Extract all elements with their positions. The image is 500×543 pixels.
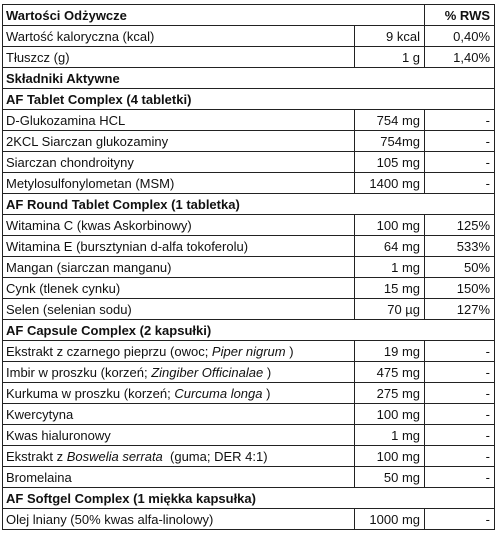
ingredient-latin-name: Zingiber Officinalae: [151, 364, 264, 380]
table-header-row: [3, 5, 495, 26]
nutrition-table-body: [3, 5, 495, 530]
ingredient-row: [3, 299, 495, 320]
ingredient-amount: 1400 mg: [355, 173, 425, 194]
ingredient-row: [3, 446, 495, 467]
section-title: AF Capsule Complex (2 kapsułki): [3, 320, 495, 341]
ingredient-row: [3, 341, 495, 362]
ingredient-name-text: Cynk (tlenek cynku): [6, 280, 121, 296]
section-title: AF Round Tablet Complex (1 tabletka): [3, 194, 495, 215]
ingredient-name: [3, 425, 355, 446]
ingredient-name-text: Kwas hialuronowy: [6, 427, 111, 443]
ingredient-row: [3, 404, 495, 425]
section-title: AF Softgel Complex (1 miękka kapsułka): [3, 488, 495, 509]
active-ingredients-title: Składniki Aktywne: [3, 68, 495, 89]
ingredient-name-text: Ekstrakt z: [6, 448, 67, 464]
ingredient-name-suffix: ): [263, 364, 272, 380]
ingredient-amount: 64 mg: [355, 236, 425, 257]
ingredient-name-text: Kurkuma w proszku (korzeń;: [6, 385, 175, 401]
ingredient-name: [3, 341, 355, 362]
section-header-row: [3, 320, 495, 341]
ingredient-rws: -: [425, 383, 495, 404]
ingredient-name-text: Selen (selenian sodu): [6, 301, 132, 317]
ingredient-rws: 533%: [425, 236, 495, 257]
ingredient-row: [3, 362, 495, 383]
ingredient-amount: 70 µg: [355, 299, 425, 320]
ingredient-amount: 1 mg: [355, 425, 425, 446]
ingredient-amount: 100 mg: [355, 215, 425, 236]
ingredient-rws: 50%: [425, 257, 495, 278]
ingredient-row: [3, 383, 495, 404]
ingredient-latin-name: Boswelia serrata: [66, 448, 163, 464]
ingredient-rws: -: [425, 110, 495, 131]
ingredient-name: [3, 236, 355, 257]
ingredient-name-text: 2KCL Siarczan glukozaminy: [6, 133, 169, 149]
table-title: Wartości Odżywcze: [3, 5, 425, 26]
ingredient-name-text: D-Glukozamina HCL: [6, 112, 126, 128]
ingredient-row: [3, 152, 495, 173]
ingredient-name-text: Olej lniany (50% kwas alfa-linolowy): [6, 511, 214, 527]
ingredient-amount: 100 mg: [355, 446, 425, 467]
ingredient-name-text: Bromelaina: [6, 469, 72, 485]
ingredient-name-suffix: ): [285, 343, 294, 359]
ingredient-name-suffix: ): [262, 385, 271, 401]
ingredient-name: [3, 257, 355, 278]
nutrient-amount: 9 kcal: [355, 26, 425, 47]
nutrition-table: [2, 4, 495, 530]
rws-header: % RWS: [425, 5, 495, 26]
ingredient-row: [3, 173, 495, 194]
ingredient-latin-name: Curcuma longa: [174, 385, 263, 401]
ingredient-name: [3, 131, 355, 152]
nutrition-row: [3, 26, 495, 47]
ingredient-amount: 15 mg: [355, 278, 425, 299]
ingredient-row: [3, 278, 495, 299]
ingredient-name-text: Kwercytyna: [6, 406, 74, 422]
ingredient-name-suffix: (guma; DER 4:1): [162, 448, 268, 464]
ingredient-amount: 105 mg: [355, 152, 425, 173]
ingredient-name-text: Siarczan chondroityny: [6, 154, 134, 170]
ingredient-rws: 150%: [425, 278, 495, 299]
ingredient-amount: 275 mg: [355, 383, 425, 404]
ingredient-amount: 475 mg: [355, 362, 425, 383]
nutrition-row: [3, 47, 495, 68]
ingredient-name-text: Witamina C (kwas Askorbinowy): [6, 217, 192, 233]
ingredient-name-text: Ekstrakt z czarnego pieprzu (owoc;: [6, 343, 212, 359]
nutrient-rws: 0,40%: [425, 26, 495, 47]
section-header-row: [3, 194, 495, 215]
nutrient-amount: 1 g: [355, 47, 425, 68]
ingredient-amount: 754 mg: [355, 110, 425, 131]
ingredient-rws: 127%: [425, 299, 495, 320]
ingredient-rws: -: [425, 173, 495, 194]
ingredient-name: [3, 173, 355, 194]
ingredient-row: [3, 425, 495, 446]
ingredient-rws: -: [425, 341, 495, 362]
active-ingredients-header-row: [3, 68, 495, 89]
nutrient-name: Wartość kaloryczna (kcal): [3, 26, 355, 47]
ingredient-rws: -: [425, 425, 495, 446]
ingredient-rws: -: [425, 152, 495, 173]
ingredient-name: [3, 278, 355, 299]
ingredient-name-text: Metylosulfonylometan (MSM): [6, 175, 175, 191]
ingredient-name: [3, 467, 355, 488]
ingredient-rws: -: [425, 362, 495, 383]
ingredient-amount: 100 mg: [355, 404, 425, 425]
ingredient-row: [3, 509, 495, 530]
ingredient-name: [3, 446, 355, 467]
ingredient-rws: 125%: [425, 215, 495, 236]
ingredient-name: [3, 404, 355, 425]
ingredient-rws: -: [425, 509, 495, 530]
ingredient-row: [3, 215, 495, 236]
ingredient-name: [3, 383, 355, 404]
ingredient-name: [3, 152, 355, 173]
section-header-row: [3, 488, 495, 509]
nutrient-rws: 1,40%: [425, 47, 495, 68]
nutrient-name: Tłuszcz (g): [3, 47, 355, 68]
ingredient-name: [3, 299, 355, 320]
ingredient-name-text: Witamina E (bursztynian d-alfa tokoferolu): [6, 238, 249, 254]
ingredient-rws: -: [425, 467, 495, 488]
ingredient-name: [3, 215, 355, 236]
ingredient-latin-name: Piper nigrum: [211, 343, 286, 359]
ingredient-amount: 19 mg: [355, 341, 425, 362]
ingredient-row: [3, 236, 495, 257]
ingredient-row: [3, 257, 495, 278]
ingredient-name: [3, 110, 355, 131]
ingredient-amount: 1 mg: [355, 257, 425, 278]
ingredient-name-text: Mangan (siarczan manganu): [6, 259, 172, 275]
ingredient-rws: -: [425, 131, 495, 152]
ingredient-row: [3, 467, 495, 488]
ingredient-name-text: Imbir w proszku (korzeń;: [6, 364, 152, 380]
section-header-row: [3, 89, 495, 110]
ingredient-amount: 50 mg: [355, 467, 425, 488]
ingredient-amount: 754mg: [355, 131, 425, 152]
ingredient-rws: -: [425, 404, 495, 425]
ingredient-amount: 1000 mg: [355, 509, 425, 530]
ingredient-row: [3, 131, 495, 152]
ingredient-name: [3, 509, 355, 530]
section-title: AF Tablet Complex (4 tabletki): [3, 89, 495, 110]
ingredient-row: [3, 110, 495, 131]
ingredient-rws: -: [425, 446, 495, 467]
ingredient-name: [3, 362, 355, 383]
